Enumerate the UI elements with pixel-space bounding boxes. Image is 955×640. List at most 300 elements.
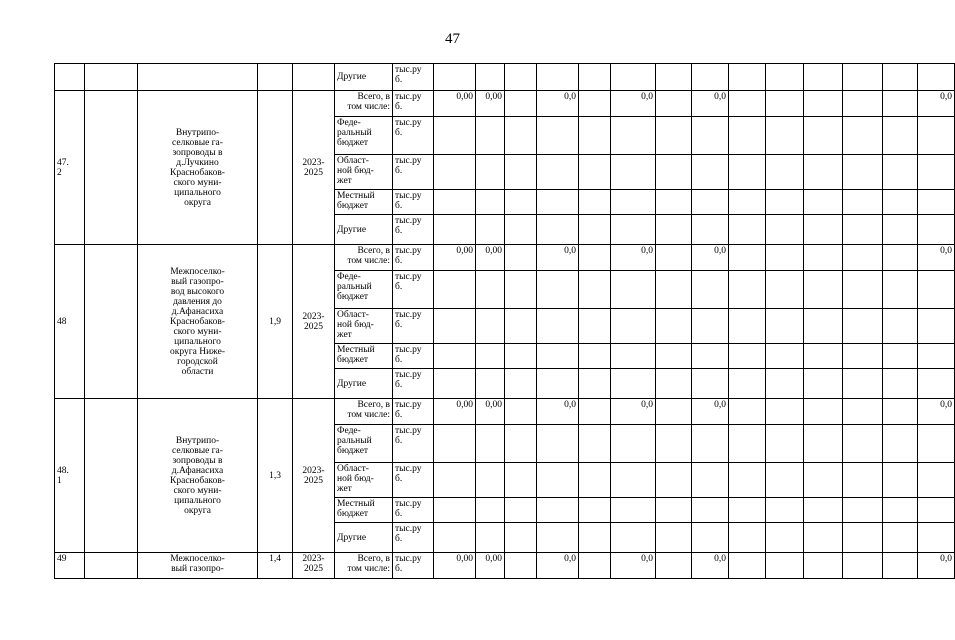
row-label: Другие [335,64,393,91]
empty-cell [918,117,955,155]
empty-cell [579,344,611,369]
empty-cell [656,309,692,344]
unit-cell: тыс.ру б. [393,117,434,155]
empty-cell [804,215,843,245]
empty-cell [505,190,537,215]
empty-cell [537,155,579,190]
empty-cell [476,309,505,344]
empty-cell [611,215,656,245]
value-cell: 0,0 [692,399,729,425]
empty-cell [537,271,579,309]
unit-cell: тыс.ру б. [393,91,434,117]
empty-cell [883,64,918,91]
empty-cell [656,369,692,399]
row-label: Всего, в том числе: [335,245,393,271]
empty-cell [692,425,729,463]
empty-cell [692,369,729,399]
empty-cell [692,498,729,523]
empty-cell [579,91,611,117]
empty-cell [843,91,883,117]
empty-cell [434,463,476,498]
item-name: Межпоселко- вый газопро- вод высокого давления до д.Афанасиха Краснобаков- ского муни- ципального округа Ниже- городской области [138,245,258,399]
empty-cell [843,117,883,155]
empty-cell [537,309,579,344]
unit-cell: тыс.ру б. [393,271,434,309]
empty-cell [476,190,505,215]
empty-cell [611,271,656,309]
empty-cell [804,245,843,271]
unit-cell: тыс.ру б. [393,309,434,344]
empty-cell [729,215,766,245]
empty-cell [843,64,883,91]
empty-cell [476,369,505,399]
empty-cell [729,245,766,271]
empty-cell [537,425,579,463]
empty-cell [692,117,729,155]
empty-cell [729,399,766,425]
program-table [54,63,955,579]
item-number: 49 [55,553,85,579]
empty-cell [692,190,729,215]
empty-cell [434,155,476,190]
empty-cell [883,190,918,215]
unit-cell: тыс.ру б. [393,425,434,463]
item-period: 2023- 2025 [293,245,335,399]
empty-cell [505,271,537,309]
empty-cell [434,523,476,553]
empty-cell [883,369,918,399]
empty-cell [843,245,883,271]
empty-cell [843,155,883,190]
empty-cell [656,91,692,117]
empty-cell [611,155,656,190]
value-cell: 0,0 [537,553,579,579]
empty-cell [656,245,692,271]
empty-cell [804,498,843,523]
empty-cell [476,463,505,498]
item-name: Внутрипо- селковые га- зопроводы в д.Лучкино Краснобаков- ского муни- ципального округа [138,91,258,245]
empty-cell [611,64,656,91]
empty-cell [918,463,955,498]
empty-cell [579,64,611,91]
empty-cell [692,344,729,369]
item-period: 2023- 2025 [293,553,335,579]
empty-cell [766,91,804,117]
empty-cell [804,271,843,309]
empty-cell [766,117,804,155]
table-row [55,245,955,271]
empty-cell [611,523,656,553]
empty-cell [434,215,476,245]
empty-cell [883,553,918,579]
empty-cell [579,245,611,271]
unit-cell: тыс.ру б. [393,553,434,579]
row-label: Област- ной бюд- жет [335,155,393,190]
empty-cell [766,463,804,498]
empty-cell [766,369,804,399]
empty-cell [692,155,729,190]
value-cell: 0,0 [918,245,955,271]
empty-cell [766,523,804,553]
empty-cell [579,425,611,463]
empty-cell [505,344,537,369]
empty-cell [434,498,476,523]
value-cell: 0,0 [692,553,729,579]
empty-cell [766,425,804,463]
empty-cell [843,271,883,309]
empty-cell [804,553,843,579]
empty-cell [656,271,692,309]
empty-cell [692,309,729,344]
value-cell: 0,00 [476,553,505,579]
row-label: Местный бюджет [335,190,393,215]
empty-cell [505,523,537,553]
empty-cell [804,64,843,91]
empty-cell [611,190,656,215]
empty-cell [729,463,766,498]
empty-cell [804,399,843,425]
row-label: Другие [335,369,393,399]
empty-cell [729,190,766,215]
empty-cell [656,117,692,155]
empty-cell [537,190,579,215]
unit-cell: тыс.ру б. [393,215,434,245]
empty-cell [766,271,804,309]
empty-cell [766,399,804,425]
empty-cell [293,64,335,91]
empty-cell [476,425,505,463]
empty-cell [476,215,505,245]
empty-cell [85,91,138,245]
empty-cell [843,190,883,215]
empty-cell [537,215,579,245]
empty-cell [579,155,611,190]
value-cell: 0,0 [611,399,656,425]
empty-cell [804,425,843,463]
row-label: Другие [335,215,393,245]
empty-cell [434,117,476,155]
empty-cell [729,369,766,399]
empty-cell [434,425,476,463]
row-label: Област- ной бюд- жет [335,309,393,344]
empty-cell [611,117,656,155]
empty-cell [505,399,537,425]
empty-cell [883,523,918,553]
empty-cell [883,309,918,344]
unit-cell: тыс.ру б. [393,463,434,498]
value-cell: 0,0 [537,91,579,117]
empty-cell [656,190,692,215]
empty-cell [729,64,766,91]
empty-cell [579,553,611,579]
empty-cell [85,245,138,399]
row-label: Местный бюджет [335,344,393,369]
empty-cell [883,271,918,309]
value-cell: 0,0 [611,553,656,579]
empty-cell [505,425,537,463]
empty-cell [434,64,476,91]
empty-cell [883,215,918,245]
value-cell: 0,00 [434,245,476,271]
empty-cell [843,399,883,425]
empty-cell [579,523,611,553]
unit-cell: тыс.ру б. [393,399,434,425]
empty-cell [804,117,843,155]
empty-cell [883,155,918,190]
empty-cell [883,245,918,271]
row-label: Всего, в том числе: [335,553,393,579]
row-label: Всего, в том числе: [335,91,393,117]
empty-cell [656,425,692,463]
page-number: 47 [445,31,460,47]
empty-cell [476,498,505,523]
item-length: 1,9 [258,245,293,399]
empty-cell [505,64,537,91]
empty-cell [656,498,692,523]
empty-cell [505,117,537,155]
empty-cell [505,309,537,344]
row-label: Другие [335,523,393,553]
empty-cell [579,463,611,498]
unit-cell: тыс.ру б. [393,155,434,190]
empty-cell [656,523,692,553]
empty-cell [434,344,476,369]
empty-cell [883,117,918,155]
empty-cell [729,91,766,117]
table-row [55,553,955,579]
value-cell: 0,0 [537,399,579,425]
empty-cell [766,64,804,91]
unit-cell: тыс.ру б. [393,523,434,553]
empty-cell [918,498,955,523]
empty-cell [843,425,883,463]
value-cell: 0,00 [476,399,505,425]
value-cell: 0,00 [434,553,476,579]
empty-cell [804,523,843,553]
row-label: Местный бюджет [335,498,393,523]
empty-cell [611,344,656,369]
empty-cell [476,155,505,190]
empty-cell [883,425,918,463]
empty-cell [476,271,505,309]
item-length: 1,4 [258,553,293,579]
empty-cell [804,344,843,369]
empty-cell [579,117,611,155]
empty-cell [918,215,955,245]
empty-cell [537,117,579,155]
empty-cell [918,64,955,91]
empty-cell [85,64,138,91]
empty-cell [843,498,883,523]
empty-cell [505,369,537,399]
empty-cell [692,523,729,553]
empty-cell [766,553,804,579]
item-period: 2023- 2025 [293,91,335,245]
empty-cell [918,344,955,369]
empty-cell [883,91,918,117]
item-name: Внутрипо- селковые га- зопроводы в д.Афанасиха Краснобаков- ского муни- ципального округа [138,399,258,553]
unit-cell: тыс.ру б. [393,245,434,271]
empty-cell [766,498,804,523]
empty-cell [692,271,729,309]
value-cell: 0,0 [537,245,579,271]
unit-cell: тыс.ру б. [393,344,434,369]
empty-cell [434,271,476,309]
empty-cell [85,399,138,553]
empty-cell [843,463,883,498]
empty-cell [804,190,843,215]
item-name: Межпоселко- вый газопро- [138,553,258,579]
empty-cell [843,344,883,369]
empty-cell [766,344,804,369]
empty-cell [579,369,611,399]
row-label: Феде- ральный бюджет [335,271,393,309]
empty-cell [579,309,611,344]
empty-cell [434,369,476,399]
table-row [55,64,955,91]
empty-cell [843,523,883,553]
empty-cell [692,64,729,91]
value-cell: 0,0 [611,91,656,117]
empty-cell [918,309,955,344]
empty-cell [537,64,579,91]
empty-cell [729,523,766,553]
empty-cell [692,463,729,498]
empty-cell [729,498,766,523]
empty-cell [729,425,766,463]
empty-cell [579,215,611,245]
value-cell: 0,0 [611,245,656,271]
empty-cell [656,64,692,91]
empty-cell [505,245,537,271]
item-length: 1,3 [258,399,293,553]
empty-cell [476,344,505,369]
empty-cell [804,369,843,399]
row-label: Феде- ральный бюджет [335,117,393,155]
empty-cell [505,155,537,190]
empty-cell [434,190,476,215]
empty-cell [138,64,258,91]
item-number: 48 [55,245,85,399]
empty-cell [579,399,611,425]
empty-cell [843,553,883,579]
empty-cell [505,215,537,245]
empty-cell [918,425,955,463]
value-cell: 0,0 [692,91,729,117]
empty-cell [505,463,537,498]
empty-cell [476,523,505,553]
empty-cell [843,369,883,399]
empty-cell [656,215,692,245]
empty-cell [918,369,955,399]
value-cell: 0,0 [918,91,955,117]
row-label: Феде- ральный бюджет [335,425,393,463]
empty-cell [804,91,843,117]
value-cell: 0,00 [434,399,476,425]
empty-cell [579,190,611,215]
empty-cell [476,117,505,155]
empty-cell [505,498,537,523]
empty-cell [85,553,138,579]
item-period: 2023- 2025 [293,399,335,553]
value-cell: 0,0 [918,553,955,579]
unit-cell: тыс.ру б. [393,64,434,91]
value-cell: 0,0 [692,245,729,271]
empty-cell [505,91,537,117]
item-length [258,91,293,245]
value-cell: 0,0 [918,399,955,425]
value-cell: 0,00 [434,91,476,117]
empty-cell [537,344,579,369]
empty-cell [537,369,579,399]
empty-cell [883,399,918,425]
empty-cell [766,215,804,245]
empty-cell [656,463,692,498]
value-cell: 0,00 [476,245,505,271]
empty-cell [656,344,692,369]
empty-cell [918,523,955,553]
empty-cell [883,344,918,369]
empty-cell [434,309,476,344]
empty-cell [537,523,579,553]
empty-cell [883,463,918,498]
empty-cell [656,399,692,425]
empty-cell [766,155,804,190]
empty-cell [918,155,955,190]
empty-cell [729,117,766,155]
unit-cell: тыс.ру б. [393,190,434,215]
row-label: Всего, в том числе: [335,399,393,425]
empty-cell [918,271,955,309]
unit-cell: тыс.ру б. [393,369,434,399]
table-row [55,91,955,117]
empty-cell [611,425,656,463]
empty-cell [537,498,579,523]
empty-cell [579,498,611,523]
empty-cell [729,271,766,309]
empty-cell [537,463,579,498]
empty-cell [258,64,293,91]
empty-cell [579,271,611,309]
empty-cell [729,309,766,344]
empty-cell [692,215,729,245]
empty-cell [611,463,656,498]
empty-cell [766,245,804,271]
empty-cell [918,190,955,215]
empty-cell [843,215,883,245]
unit-cell: тыс.ру б. [393,498,434,523]
empty-cell [804,463,843,498]
empty-cell [804,155,843,190]
empty-cell [843,309,883,344]
table-row [55,399,955,425]
item-number: 47. 2 [55,91,85,245]
row-label: Област- ной бюд- жет [335,463,393,498]
empty-cell [729,155,766,190]
empty-cell [476,64,505,91]
empty-cell [505,553,537,579]
empty-cell [804,309,843,344]
empty-cell [883,498,918,523]
empty-cell [729,344,766,369]
empty-cell [729,553,766,579]
empty-cell [656,155,692,190]
empty-cell [611,498,656,523]
empty-cell [766,190,804,215]
item-number: 48. 1 [55,399,85,553]
empty-cell [766,309,804,344]
empty-cell [611,369,656,399]
